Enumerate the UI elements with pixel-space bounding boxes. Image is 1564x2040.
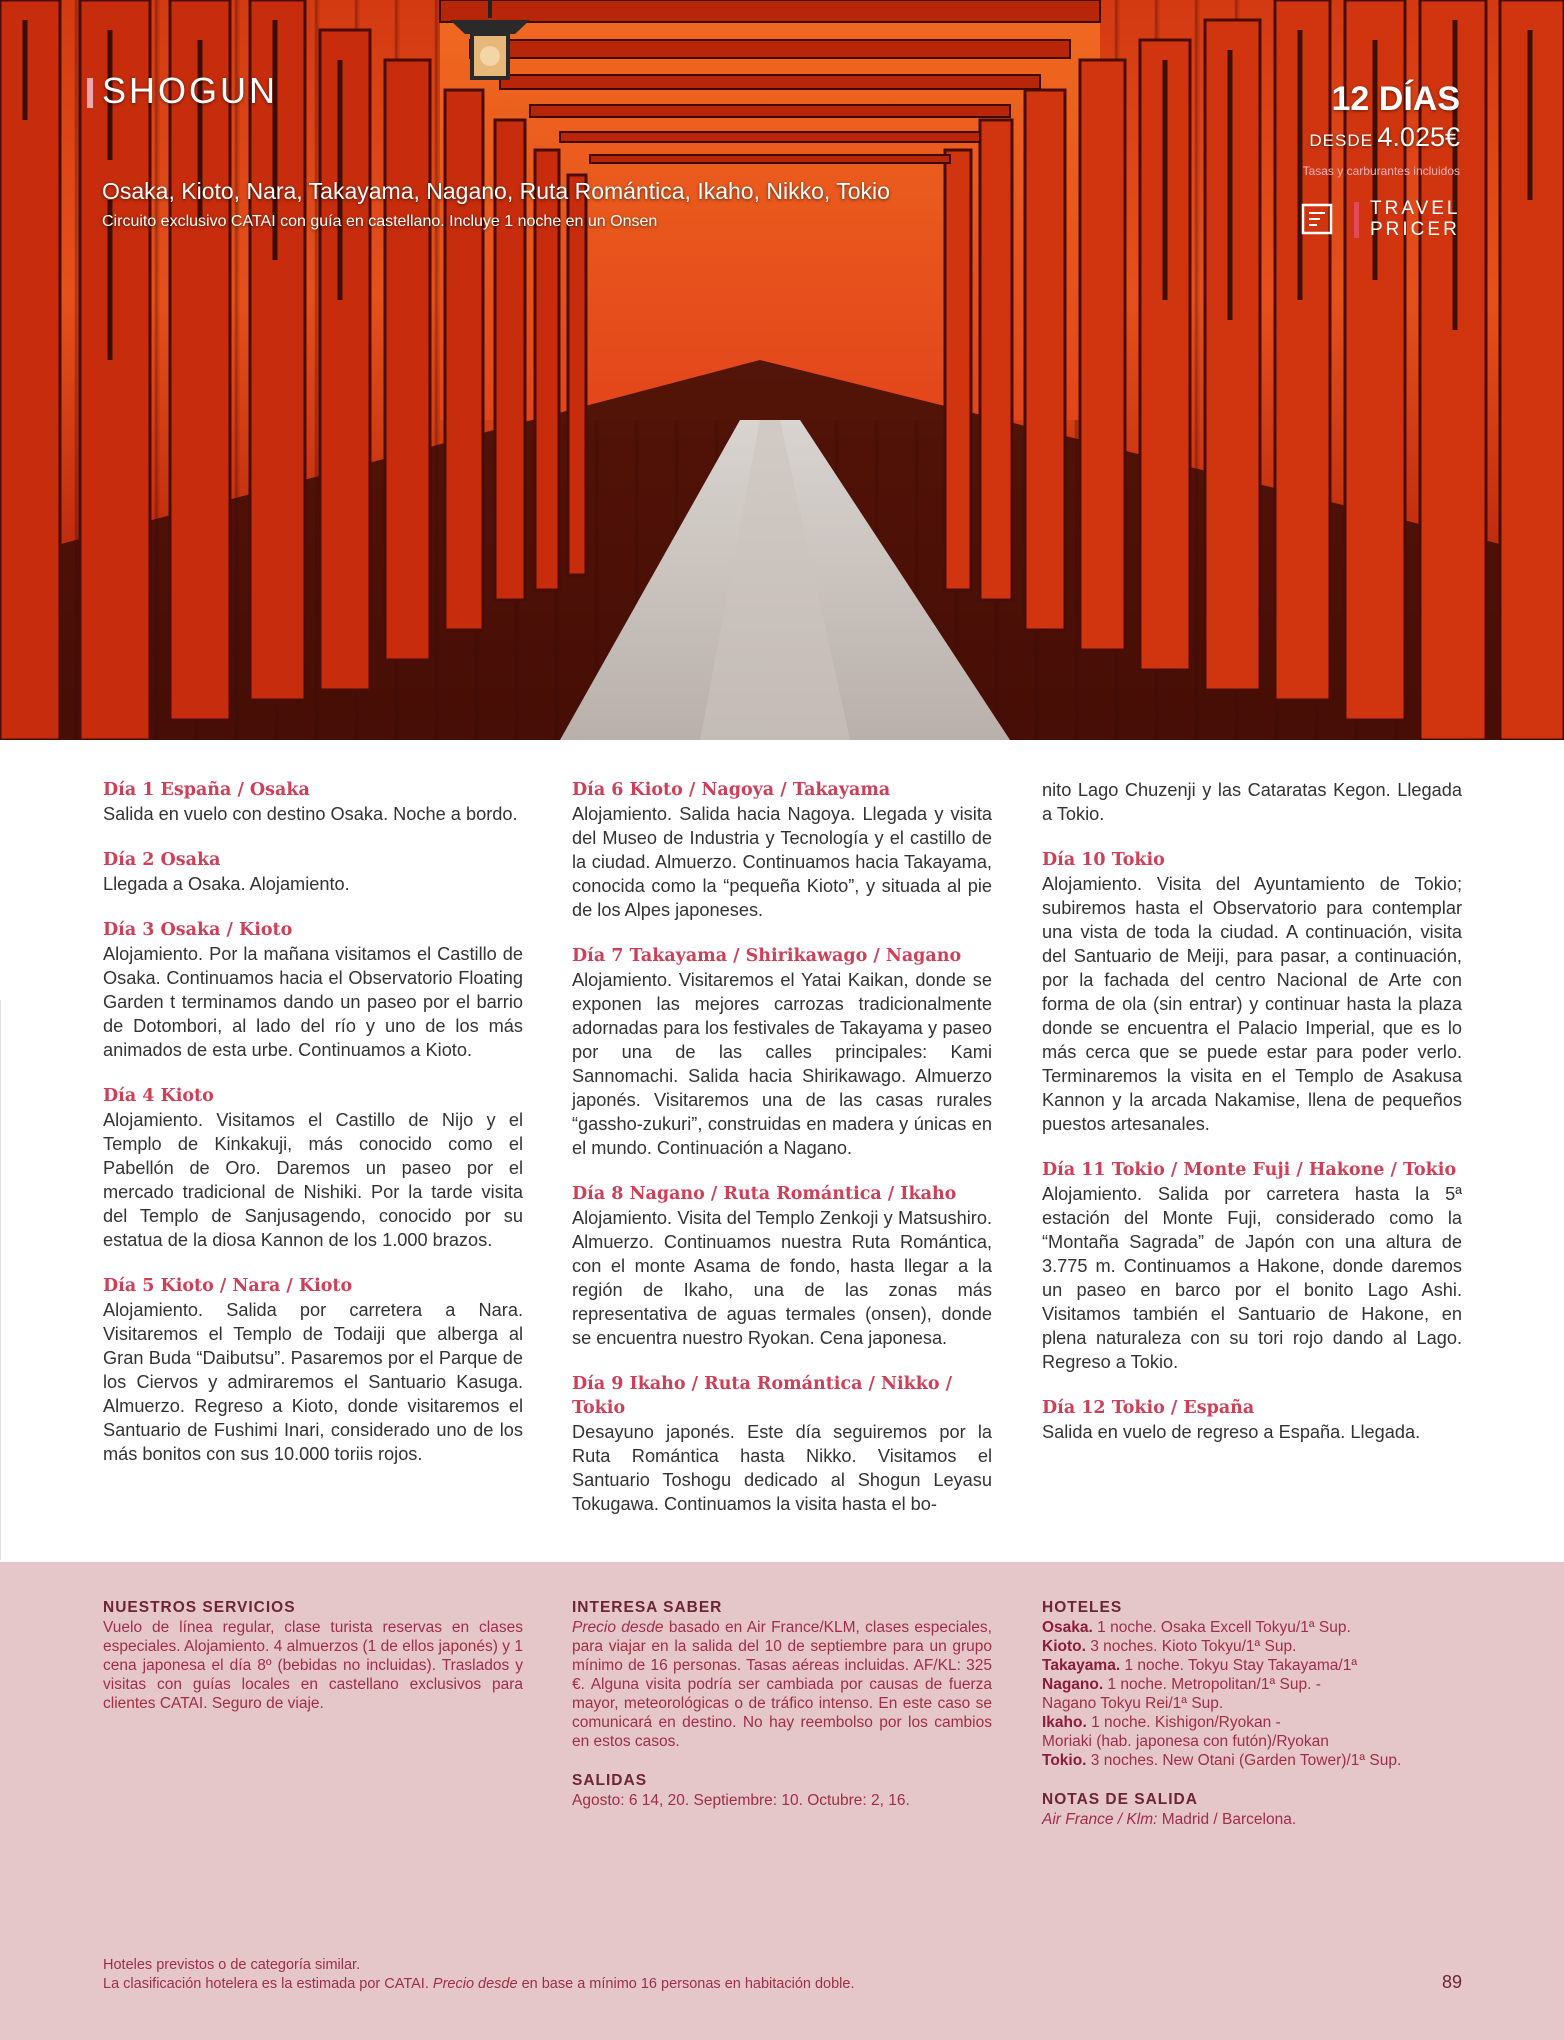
day-text: Salida en vuelo con destino Osaka. Noche a bordo. <box>103 804 518 824</box>
good-to-know-section <box>572 1598 992 1810</box>
tax-note: Tasas y carburantes incluidos <box>1302 164 1460 178</box>
day-entry <box>572 1182 992 1350</box>
day-entry <box>1042 848 1462 1136</box>
day-entry <box>572 1372 992 1516</box>
travel-pricer-logo <box>1370 198 1461 240</box>
hotels-heading: HOTELES <box>1042 1599 1123 1616</box>
hotel-city: Osaka. <box>1042 1619 1093 1636</box>
footnote-line2 <box>103 1975 855 1994</box>
day-text: Alojamiento. Visitamos el Castillo de Nijo y el Templo de Kinkakuji, más conocido como el Pabellón de Oro. Daremos un paseo por el mercado tradicional de Nishiki. Por la tarde visita del Templo de Sanjusagendo, conocido por su estatua de la diosa Kannon de los 1.000 brazos. <box>103 1110 523 1250</box>
hotel-detail: Nagano Tokyu Rei/1ª Sup. <box>1042 1695 1224 1712</box>
route-cities: Osaka, Kioto, Nara, Takayama, Nagano, Ruta Romántica, Ikaho, Nikko, Tokio <box>102 178 890 204</box>
hotel-detail: 3 noches. Kioto Tokyu/1ª Sup. <box>1085 1638 1297 1655</box>
hotel-detail: 1 noche. Tokyu Stay Takayama/1ª <box>1120 1657 1358 1674</box>
margin-rule <box>0 1000 1 1560</box>
services-section <box>103 1598 523 1713</box>
hotel-line <box>1042 1656 1462 1675</box>
day-title: Día 12 Tokio / España <box>1042 1398 1255 1418</box>
good-to-know-body: basado en Air France/KLM, clases especiales, para viajar en la salida del 10 de septiembre para un grupo mínimo de 16 personas. Tasas aéreas incluidas. AF/KL: 325 €. Alguna visita podría ser cambiada por causas de fuerza mayor, meteorológicas o de tráfico intenso. En este caso se comunicará en destino. No hay reembolso por los cambios en estos casos. <box>572 1619 992 1750</box>
travel-pricer-line1: TRAVEL <box>1370 198 1461 219</box>
day-text: Alojamiento. Salida por carretera a Nara. Visitaremos el Templo de Todaiji que alberga al Gran Buda “Daibutsu”. Pasaremos por el Parque de los Ciervos y admiraremos el Santuario Kasuga. Almuerzo. Regreso a Kioto, donde visitaremos el Santuario de Fushimi Inari, considerado uno de los más bonitos con sus 10.000 toriis rojos. <box>103 1300 523 1464</box>
day-text: Alojamiento. Visitaremos el Yatai Kaikan, donde se exponen las mejores carrozas tradicionalmente adornadas para los festivales de Takayama y paseo por una de las calles principales: Kami Sannomachi. Salida hacia Shirikawago. Almuerzo japonés. Visitaremos una de las casas rurales “gassho-zukuri”, construidas en madera y únicas en el mundo. Continuación a Nagano. <box>572 970 992 1158</box>
footnote-part-b: en base a mínimo 16 personas en habitación doble. <box>517 1976 855 1992</box>
itinerary-column-1 <box>103 778 523 1488</box>
day-text: Salida en vuelo de regreso a España. Llegada. <box>1042 1422 1421 1442</box>
day-title: Día 11 Tokio / Monte Fuji / Hakone / Tokio <box>1042 1160 1457 1180</box>
hotel-line <box>1042 1751 1462 1770</box>
day-text: Alojamiento. Por la mañana visitamos el Castillo de Osaka. Continuamos hacia el Observatorio Floating Garden t terminamos dando un paseo por el barrio de Dotombori, al lado del río y uno de los más animados de esta urbe. Continuamos a Kioto. <box>103 944 523 1060</box>
day-entry <box>1042 1158 1462 1374</box>
departure-notes-text <box>1042 1810 1462 1829</box>
hotel-city: Takayama. <box>1042 1657 1121 1674</box>
hotel-city: Ikaho. <box>1042 1714 1087 1731</box>
itinerary <box>0 778 1564 1530</box>
day-entry <box>103 848 523 896</box>
day-entry <box>103 1274 523 1466</box>
travel-pricer-icon <box>1300 202 1334 236</box>
footnote-italic: Precio desde <box>432 1976 518 1992</box>
hotel-line <box>1042 1618 1462 1637</box>
hotel-line <box>1042 1694 1462 1713</box>
day-entry <box>1042 1396 1462 1444</box>
hotel-detail: 1 noche. Kishigon/Ryokan - <box>1086 1714 1281 1731</box>
page-title: SHOGUN <box>102 70 279 111</box>
day-title: Día 2 Osaka <box>103 850 221 870</box>
hotel-detail: 1 noche. Metropolitan/1ª Sup. - <box>1103 1676 1321 1693</box>
day-title: Día 7 Takayama / Shirikawago / Nagano <box>572 946 962 966</box>
hotels-section <box>1042 1598 1462 1829</box>
page-number: 89 <box>1441 1972 1462 1992</box>
day-text: Alojamiento. Visita del Templo Zenkoji y Matsushiro. Almuerzo. Continuamos nuestra Ruta Romántica, con el monte Asama de fondo, hasta llegar a la región de Ikaho, una de las zonas más representativa de aguas termales (onsen), donde se encuentra nuestro Ryokan. Cena japonesa. <box>572 1208 992 1348</box>
hotel-line <box>1042 1713 1462 1732</box>
departure-cities: Madrid / Barcelona. <box>1157 1811 1297 1828</box>
hotel-line <box>1042 1732 1462 1751</box>
day-title: Día 3 Osaka / Kioto <box>103 920 293 940</box>
departures-text: Agosto: 6 14, 20. Septiembre: 10. Octubre: 2, 16. <box>572 1792 910 1809</box>
itinerary-column-2 <box>572 778 992 1538</box>
day-text: Llegada a Osaka. Alojamiento. <box>103 874 350 894</box>
duration-label: 12 DÍAS <box>1331 80 1460 118</box>
day-title: Día 10 Tokio <box>1042 850 1165 870</box>
price-block <box>1309 122 1460 153</box>
airline-italic: Air France / Klm: <box>1042 1811 1158 1828</box>
departures-section <box>572 1771 992 1810</box>
day-text: Desayuno japonés. Este día seguiremos por la Ruta Romántica hasta Nikko. Visitamos el Santuario Toshogu dedicado al Shogun Leyasu Tokugawa. Continuamos la visita hasta el bo- <box>572 1422 992 1514</box>
footnote-part-a: La clasificación hotelera es la estimada por CATAI. <box>103 1976 433 1992</box>
hotel-detail: 1 noche. Osaka Excell Tokyu/1ª Sup. <box>1092 1619 1351 1636</box>
good-to-know-heading: INTERESA SABER <box>572 1599 723 1616</box>
departure-notes-section <box>1042 1790 1462 1829</box>
hotel-line <box>1042 1637 1462 1656</box>
day-title: Día 5 Kioto / Nara / Kioto <box>103 1276 353 1296</box>
departure-notes-heading: NOTAS DE SALIDA <box>1042 1791 1198 1808</box>
price-amount: 4.025€ <box>1377 122 1460 152</box>
price-prefix: DESDE <box>1309 131 1373 150</box>
departures-heading: SALIDAS <box>572 1772 648 1789</box>
day-entry <box>103 918 523 1062</box>
hotel-city: Nagano. <box>1042 1676 1104 1693</box>
travel-pricer-line2: PRICER <box>1370 219 1460 240</box>
hotel-detail: Moriaki (hab. japonesa con futón)/Ryokan <box>1042 1733 1329 1750</box>
itinerary-column-3 <box>1042 778 1462 1466</box>
services-heading: NUESTROS SERVICIOS <box>103 1599 296 1616</box>
day-entry <box>103 778 523 826</box>
hotel-city: Tokio. <box>1042 1752 1087 1769</box>
services-text: Vuelo de línea regular, clase turista reservas en clases especiales. Alojamiento. 4 almuerzos (1 de ellos japonés) y 1 cena japonesa el día 8º (bebidas no incluidas). Traslados y visitas con guías locales en castellano exclusivos para clientes CATAI. Seguro de viaje. <box>103 1619 523 1712</box>
day-text: Alojamiento. Visita del Ayuntamiento de Tokio; subiremos hasta el Observatorio para contemplar una vista de toda la ciudad. A continuación, visita del Santuario de Meiji, para pasar, a continuación, por la fachada del centro Nacional de Arte con forma de ola (sin entrar) y continuar hasta la plaza donde se encuentra el Palacio Imperial, que es lo más cerca que se puede estar para poder verlo. Terminaremos la visita en el Templo de Asakusa Kannon y la arcada Nakamise, llena de pequeños puestos artesanales. <box>1042 874 1462 1134</box>
tour-subtitle: Circuito exclusivo CATAI con guía en castellano. Incluye 1 noche en un Onsen <box>102 213 658 230</box>
day-text: Alojamiento. Salida por carretera hasta la 5ª estación del Monte Fuji, considerado como la “Montaña Sagrada” de Japón con una altura de 3.775 m. Continuamos a Hakone, donde daremos un paseo en barco por el bonito Lago Ashi. Visitamos también el Santuario de Hakone, en plena naturaleza con su tori rojo dando al Lago. Regreso a Tokio. <box>1042 1184 1462 1372</box>
hotel-city: Kioto. <box>1042 1638 1086 1655</box>
day-entry <box>572 944 992 1160</box>
hero-image <box>0 0 1564 740</box>
day-title: Día 6 Kioto / Nagoya / Takayama <box>572 780 891 800</box>
day-title: Día 9 Ikaho / Ruta Romántica / Nikko / Tokio <box>572 1374 953 1418</box>
hotel-line <box>1042 1675 1462 1694</box>
good-to-know-text <box>572 1618 992 1751</box>
day-entry <box>103 1084 523 1252</box>
day-entry <box>1042 778 1462 826</box>
price-from-italic: Precio desde <box>572 1619 664 1636</box>
day-title: Día 1 España / Osaka <box>103 780 310 800</box>
footnote <box>103 1956 855 1994</box>
day-title: Día 4 Kioto <box>103 1086 214 1106</box>
day-title: Día 8 Nagano / Ruta Romántica / Ikaho <box>572 1184 957 1204</box>
day-entry <box>572 778 992 922</box>
title-accent-bar <box>87 78 93 108</box>
travel-pricer-accent <box>1354 202 1359 238</box>
day-text: nito Lago Chuzenji y las Cataratas Kegon. Llegada a Tokio. <box>1042 780 1462 824</box>
day-text: Alojamiento. Salida hacia Nagoya. Llegada y visita del Museo de Industria y Tecnología y el castillo de la ciudad. Almuerzo. Continuamos hacia Takayama, conocida como la “pequeña Kioto”, y situada al pie de los Alpes japoneses. <box>572 804 992 920</box>
footnote-line1: Hoteles previstos o de categoría similar. <box>103 1957 361 1973</box>
hotel-detail: 3 noches. New Otani (Garden Tower)/1ª Sup. <box>1086 1752 1402 1769</box>
